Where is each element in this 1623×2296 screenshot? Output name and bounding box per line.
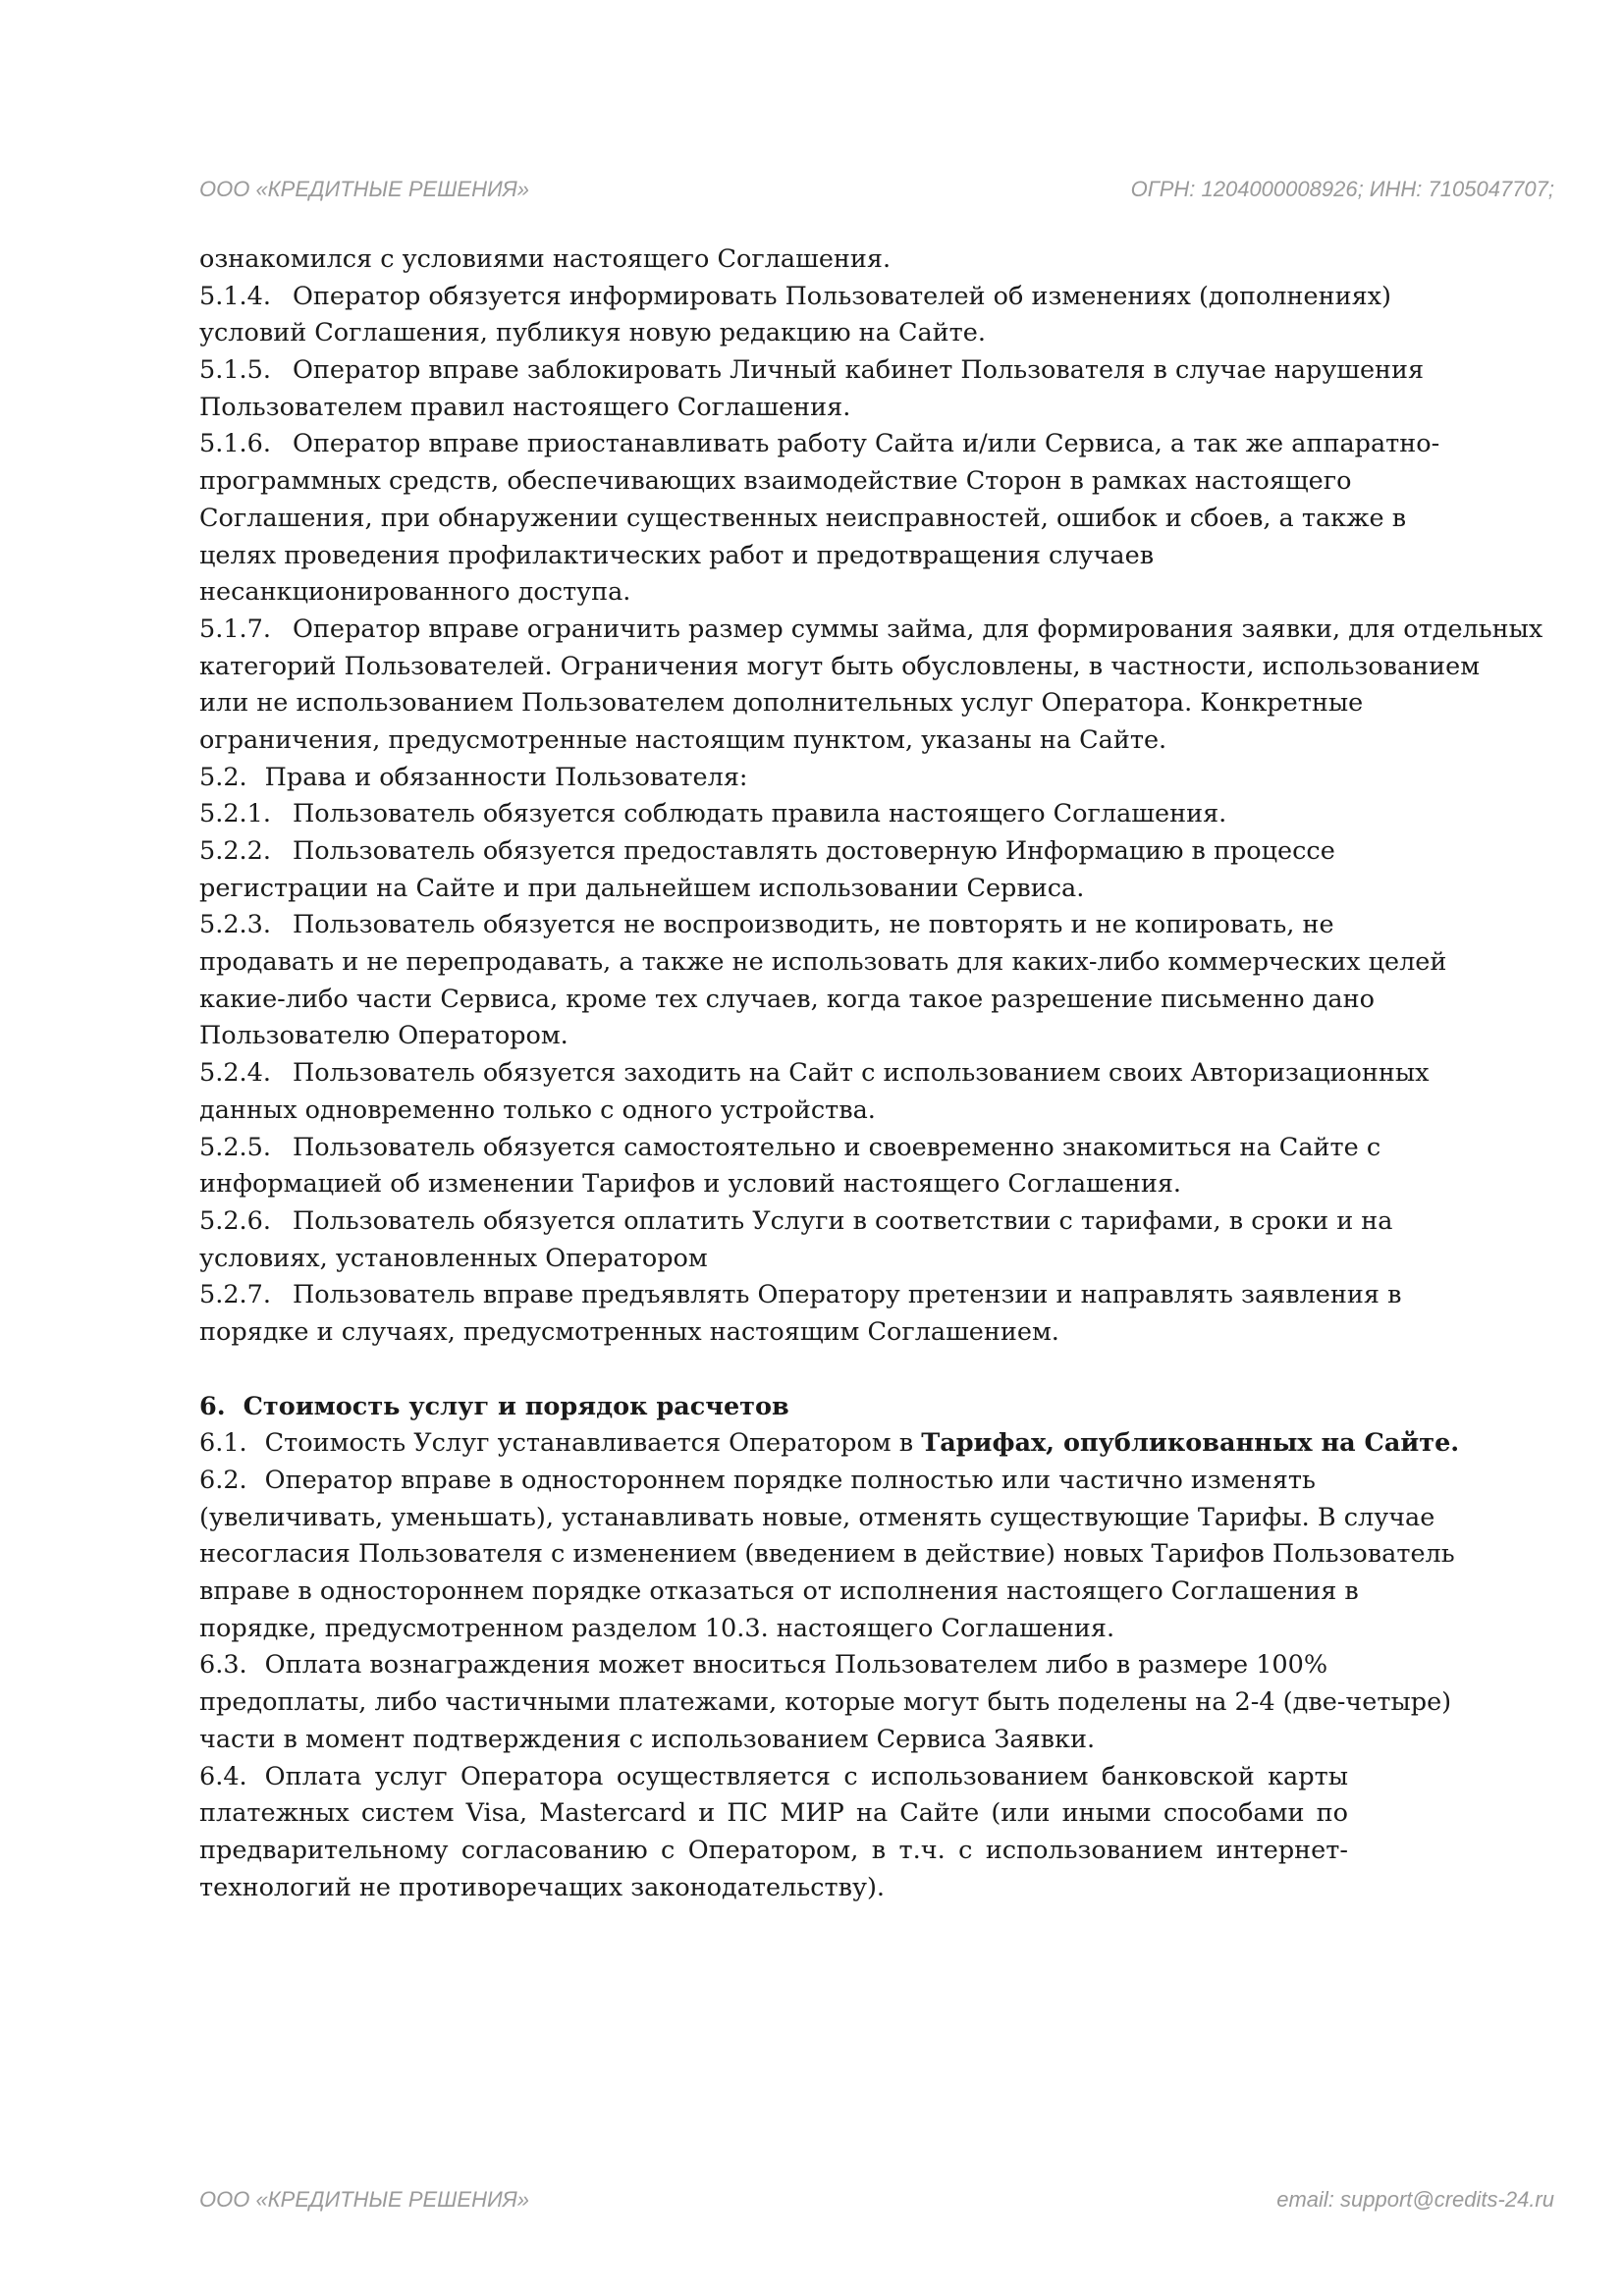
clause-text: Пользователь обязуется предоставлять достоверную Информацию в процессе bbox=[293, 836, 1335, 866]
text-line: (увеличивать, уменьшать), устанавливать новые, отменять существующие Тарифы. В случае bbox=[199, 1502, 1435, 1532]
clause-text: Оператор вправе в одностороннем порядке полностью или частично изменять bbox=[264, 1466, 1316, 1495]
clause-6-4 bbox=[199, 1759, 1348, 1796]
text-line: ограничения, предусмотренные настоящим пунктом, указаны на Сайте. bbox=[199, 724, 1167, 755]
clause-text: Оператор вправе приостанавливать работу Сайта и/или Сервиса, а так же аппаратно- bbox=[293, 429, 1440, 459]
text-line: условий Соглашения, публикуя новую редакцию на Сайте. bbox=[199, 318, 986, 348]
text-line: несанкционированного доступа. bbox=[199, 577, 631, 608]
text-line: технологий не противоречащих законодательству). bbox=[199, 1872, 886, 1902]
text-line: предоплаты, либо частичными платежами, которые могут быть поделены на 2-4 (две-четыре) bbox=[199, 1687, 1452, 1718]
text-line: Пользователю Оператором. bbox=[199, 1021, 568, 1051]
clause-number: 6.4. bbox=[199, 1761, 247, 1791]
clause-number: 5.2.5. bbox=[199, 1132, 271, 1162]
clause-number: 5.2.6. bbox=[199, 1205, 271, 1236]
clause-5-1-7 bbox=[199, 612, 1594, 649]
clause-number: 6.3. bbox=[199, 1650, 247, 1681]
clause-5-1-5 bbox=[199, 352, 1594, 390]
document-body bbox=[199, 241, 1594, 1906]
clause-number: 5.2.4. bbox=[199, 1058, 271, 1089]
text-line: категорий Пользователей. Ограничения могут быть обусловлены, в частности, использованием bbox=[199, 651, 1481, 681]
section-heading-6 bbox=[199, 1389, 1594, 1426]
clause-5-1-6 bbox=[199, 426, 1594, 463]
clause-number: 5.1.5. bbox=[199, 355, 271, 386]
clause-5-1-4 bbox=[199, 279, 1594, 316]
text-line: продавать и не перепродавать, а также не использовать для каких-либо коммерческих целей bbox=[199, 947, 1447, 978]
text-line: данных одновременно только с одного устройства. bbox=[199, 1095, 876, 1125]
clause-6-3 bbox=[199, 1647, 1594, 1684]
text-line: порядке и случаях, предусмотренных настоящим Соглашением. bbox=[199, 1316, 1059, 1347]
text-line: условиях, установленных Оператором bbox=[199, 1243, 708, 1273]
clause-text: Пользователь обязуется не воспроизводить, не повторять и не копировать, не bbox=[293, 910, 1334, 940]
text-line: части в момент подтверждения с использованием Сервиса Заявки. bbox=[199, 1724, 1096, 1754]
clause-5-2 bbox=[199, 760, 1594, 797]
clause-6-2 bbox=[199, 1463, 1594, 1500]
text-line: платежных систем Visa, Mastercard и ПС МИР на Сайте (или иными способами по bbox=[199, 1798, 1348, 1829]
clause-number: 5.2.3. bbox=[199, 910, 271, 940]
clause-text: Оплата вознаграждения может вноситься Пользователем либо в размере 100% bbox=[264, 1650, 1328, 1681]
text-line: программных средств, обеспечивающих взаимодействие Сторон в рамках настоящего bbox=[199, 466, 1352, 497]
text-line: регистрации на Сайте и при дальнейшем использовании Сервиса. bbox=[199, 873, 1085, 903]
clause-text: Оплата услуг Оператора осуществляется с использованием банковской карты bbox=[264, 1761, 1348, 1791]
clause-5-2-5 bbox=[199, 1130, 1594, 1167]
text-line: несогласия Пользователя с изменением (введением в действие) новых Тарифов Пользователь bbox=[199, 1539, 1455, 1570]
clause-number: 5.1.4. bbox=[199, 281, 271, 311]
section-title: Стоимость услуг и порядок расчетов bbox=[243, 1391, 789, 1421]
header-registration: ОГРН: 1204000008926; ИНН: 7105047707; bbox=[1130, 177, 1554, 201]
section-gap bbox=[199, 1352, 1594, 1389]
clause-text: Пользователь вправе предъявлять Оператору претензии и направлять заявления в bbox=[293, 1280, 1402, 1310]
text-line: целях проведения профилактических работ и предотвращения случаев bbox=[199, 540, 1155, 570]
clause-5-2-2 bbox=[199, 833, 1594, 871]
clause-number: 5.1.6. bbox=[199, 429, 271, 459]
clause-number: 5.2.2. bbox=[199, 836, 271, 866]
clause-number: 5.2.1. bbox=[199, 799, 271, 829]
header-company: ООО «КРЕДИТНЫЕ РЕШЕНИЯ» bbox=[199, 177, 529, 201]
text-line: информацией об изменении Тарифов и условий настоящего Соглашения. bbox=[199, 1169, 1182, 1200]
text-line: Соглашения, при обнаружении существенных неисправностей, ошибок и сбоев, а также в bbox=[199, 503, 1407, 533]
clause-text: Пользователь обязуется самостоятельно и своевременно знакомиться на Сайте с bbox=[293, 1132, 1381, 1162]
footer-company: ООО «КРЕДИТНЫЕ РЕШЕНИЯ» bbox=[199, 2187, 529, 2212]
clause-6-4-block bbox=[199, 1759, 1594, 1907]
text-line: ознакомился с условиями настоящего Соглашения. bbox=[199, 244, 892, 274]
text-line: какие-либо части Сервиса, кроме тех случаев, когда такое разрешение письменно дано bbox=[199, 984, 1375, 1014]
clause-text: Пользователь обязуется соблюдать правила настоящего Соглашения. bbox=[293, 799, 1227, 829]
clause-text: Пользователь обязуется заходить на Сайт с использованием своих Авторизационных bbox=[293, 1058, 1430, 1089]
text-line: вправе в одностороннем порядке отказаться от исполнения настоящего Соглашения в bbox=[199, 1576, 1359, 1607]
page-footer bbox=[199, 2187, 1554, 2213]
clause-text: Оператор обязуется информировать Пользователей об изменениях (дополнениях) bbox=[293, 281, 1391, 311]
section-number: 6. bbox=[199, 1391, 226, 1421]
clause-5-2-7 bbox=[199, 1277, 1594, 1314]
footer-email: email: support@credits-24.ru bbox=[1276, 2187, 1554, 2212]
clause-text: Права и обязанности Пользователя: bbox=[264, 762, 748, 792]
text-line: Пользователем правил настоящего Соглашения. bbox=[199, 392, 851, 422]
clause-number: 5.1.7. bbox=[199, 614, 271, 644]
clause-number: 5.2.7. bbox=[199, 1280, 271, 1310]
page-header bbox=[199, 177, 1554, 202]
clause-5-2-1 bbox=[199, 796, 1594, 833]
clause-text: Пользователь обязуется оплатить Услуги в соответствии с тарифами, в сроки и на bbox=[293, 1205, 1393, 1236]
clause-5-2-3 bbox=[199, 907, 1594, 944]
clause-number: 5.2. bbox=[199, 762, 247, 792]
clause-text: Оператор вправе ограничить размер суммы займа, для формирования заявки, для отдельных bbox=[293, 614, 1543, 644]
clause-6-1 bbox=[199, 1425, 1594, 1463]
clause-5-2-6 bbox=[199, 1203, 1594, 1241]
clause-text: Стоимость Услуг устанавливается Оператором в bbox=[264, 1428, 922, 1459]
clause-text: Оператор вправе заблокировать Личный кабинет Пользователя в случае нарушения bbox=[293, 355, 1425, 386]
text-line: порядке, предусмотренном разделом 10.3. настоящего Соглашения. bbox=[199, 1613, 1115, 1643]
clause-5-2-4 bbox=[199, 1055, 1594, 1093]
clause-number: 6.2. bbox=[199, 1466, 247, 1495]
clause-number: 6.1. bbox=[199, 1428, 247, 1459]
text-line: предварительному согласованию с Оператором, в т.ч. с использованием интернет- bbox=[199, 1835, 1348, 1865]
text-line: или не использованием Пользователем дополнительных услуг Оператора. Конкретные bbox=[199, 688, 1364, 719]
clause-text-bold: Тарифах, опубликованных на Сайте. bbox=[921, 1428, 1460, 1459]
